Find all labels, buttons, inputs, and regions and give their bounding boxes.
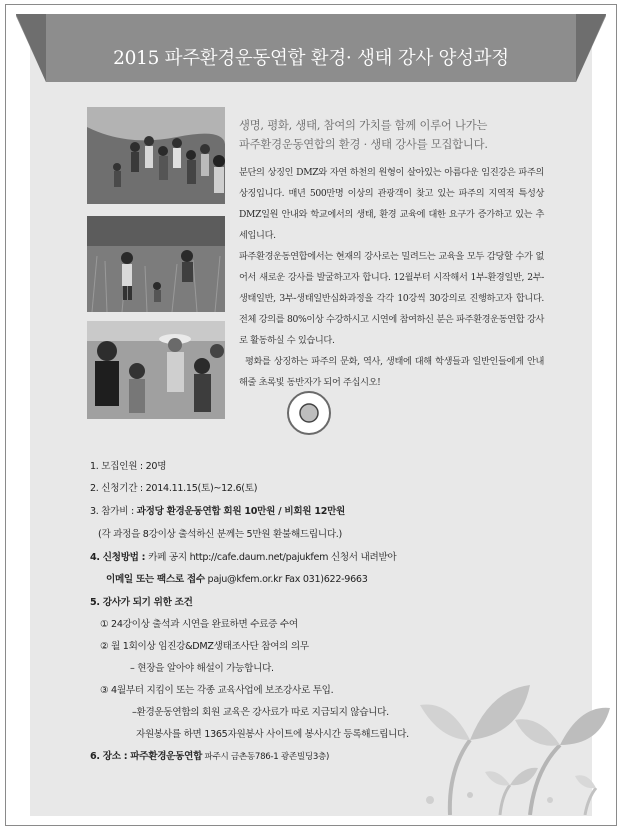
info-method-contact: 이메일 또는 팩스로 접수 paju@kfem.or.kr Fax 031)622-9663 [106, 574, 368, 585]
info-method: 4. 신청방법 : 카페 공지 http://cafe.daum.net/pajukfem 신청서 내려받아 [90, 552, 397, 563]
info-conditions-title: 5. 강사가 되기 위한 조건 [90, 597, 193, 608]
photo-field-children [87, 216, 225, 312]
body-paragraph: 분단의 상징인 DMZ와 자연 하천의 원형이 살아있는 아름다운 임진강은 파주의 상징입니다. 매년 500만명 이상의 관광객이 찾고 있는 파주의 지역적 특성상 DMZ일원 안내와 학교에서의 생태, 환경 교육에 대한 요구가 증가하고 있는 추세입니다. [239, 167, 544, 241]
condition-item: ① 24강이상 출석과 시연을 완료하면 수료증 수여 [100, 619, 298, 630]
body-text [239, 162, 544, 393]
info-recruit: 1. 모집인원 : 20명 [90, 461, 167, 472]
condition-note: –환경운동연합의 회원 교육은 강사료가 따로 지급되지 않습니다. [132, 707, 389, 718]
circle-logo-icon [286, 390, 332, 436]
intro-line: 파주환경운동연합의 환경 · 생태 강사를 모집합니다. [239, 138, 488, 151]
page-title: 2015 파주환경운동연합 환경· 생태 강사 양성과정 [113, 48, 509, 69]
body-paragraph: 평화를 상징하는 파주의 문화, 역사, 생태에 대해 학생들과 일반인들에게 안내해줄 초록빛 동반자가 되어 주십시오! [239, 356, 544, 388]
info-period: 2. 신청기간 : 2014.11.15(토)~12.6(토) [90, 483, 258, 494]
intro-line: 생명, 평화, 생태, 참여의 가치를 함께 이루어 나가는 [239, 119, 488, 132]
info-place: 6. 장소 : 파주환경운동연합 파주시 금촌동786-1 광존빌딩3층) [90, 751, 330, 762]
photo-river-group [87, 107, 225, 204]
body-paragraph: 파주환경운동연합에서는 현재의 강사로는 밀려드는 교육을 모두 감당할 수가 없어서 새로운 강사를 발굴하고자 합니다. 12월부터 시작해서 1부-환경일반, 2부-생태일반, 3부-생태일반심화과정을 각각 10강씩 30강의로 진행하고자 합니다. 전체 강의를 80%이상 수강하시고 시연에 참여하신 분은 파주환경운동연합 강사로 활동하실 수 있습니다. [239, 251, 544, 346]
intro-heading [239, 116, 544, 154]
condition-item: ③ 4월부터 지킴이 또는 각종 교육사업에 보조강사로 투입. [100, 685, 334, 696]
condition-note: – 현장을 알아야 해설이 가능합니다. [130, 663, 274, 674]
condition-note: 자원봉사를 하면 1365자원봉사 사이트에 봉사시간 등록해드립니다. [136, 729, 409, 740]
condition-item: ② 월 1회이상 임진강&DMZ생태조사단 참여의 의무 [100, 641, 309, 652]
info-fee-note: (각 과정을 8강이상 출석하신 분께는 5만원 환불해드립니다.) [98, 529, 342, 540]
title-banner [16, 14, 606, 86]
info-fee: 3. 참가비 : 과정당 환경운동연합 회원 10만원 / 비회원 12만원 [90, 506, 346, 517]
photo-instructor-children [87, 321, 225, 419]
sprout-illustration [410, 660, 615, 815]
